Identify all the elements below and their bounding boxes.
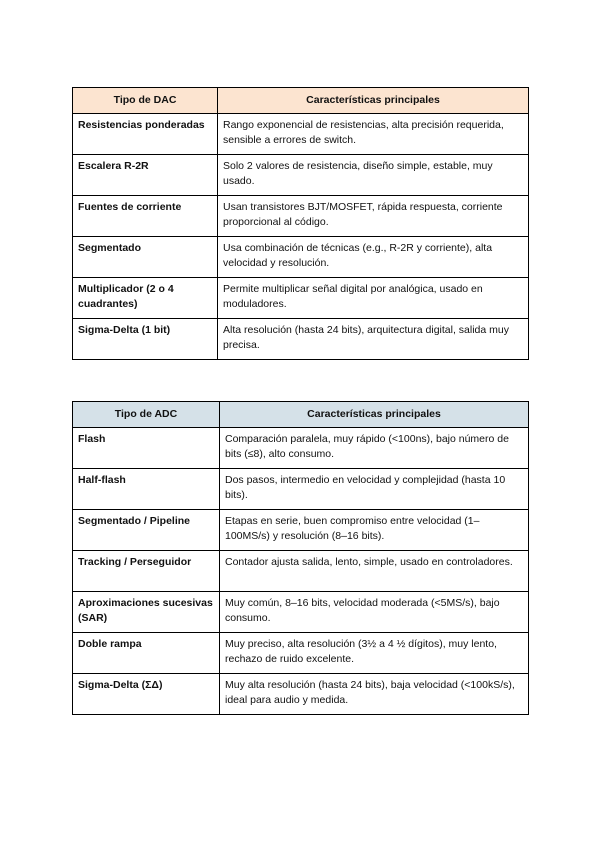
- dac-types-table: [72, 87, 529, 360]
- adc-description-cell: Muy alta resolución (hasta 24 bits), baja velocidad (<100kS/s), ideal para audio y medida.: [220, 674, 529, 715]
- table-row: [73, 551, 529, 592]
- dac-type-cell: Escalera R-2R: [73, 155, 218, 196]
- adc-type-cell: Aproximaciones sucesivas (SAR): [73, 592, 220, 633]
- table-row: [73, 278, 529, 319]
- column-header-type: Tipo de DAC: [73, 88, 218, 114]
- dac-description-cell: Permite multiplicar señal digital por analógica, usado en moduladores.: [218, 278, 529, 319]
- table-header-row: [73, 402, 529, 428]
- table-row: [73, 428, 529, 469]
- table-row: [73, 196, 529, 237]
- adc-description-cell: Muy común, 8–16 bits, velocidad moderada (<5MS/s), bajo consumo.: [220, 592, 529, 633]
- dac-type-cell: Sigma-Delta (1 bit): [73, 319, 218, 360]
- adc-type-cell: Half-flash: [73, 469, 220, 510]
- adc-types-table: [72, 401, 529, 715]
- adc-type-cell: Flash: [73, 428, 220, 469]
- adc-type-cell: Doble rampa: [73, 633, 220, 674]
- adc-type-cell: Tracking / Perseguidor: [73, 551, 220, 592]
- table-row: [73, 155, 529, 196]
- table-row: [73, 633, 529, 674]
- adc-description-cell: Etapas en serie, buen compromiso entre velocidad (1–100MS/s) y resolución (8–16 bits).: [220, 510, 529, 551]
- table-row: [73, 510, 529, 551]
- adc-description-cell: Muy preciso, alta resolución (3½ a 4 ½ dígitos), muy lento, rechazo de ruido excelente.: [220, 633, 529, 674]
- table-row: [73, 319, 529, 360]
- adc-type-cell: Segmentado / Pipeline: [73, 510, 220, 551]
- dac-description-cell: Alta resolución (hasta 24 bits), arquitectura digital, salida muy precisa.: [218, 319, 529, 360]
- table-row: [73, 592, 529, 633]
- adc-description-cell: Contador ajusta salida, lento, simple, usado en controladores.: [220, 551, 529, 592]
- table-row: [73, 237, 529, 278]
- adc-description-cell: Comparación paralela, muy rápido (<100ns), bajo número de bits (≤8), alto consumo.: [220, 428, 529, 469]
- dac-type-cell: Multiplicador (2 o 4 cuadrantes): [73, 278, 218, 319]
- dac-type-cell: Resistencias ponderadas: [73, 114, 218, 155]
- dac-type-cell: Segmentado: [73, 237, 218, 278]
- dac-description-cell: Usa combinación de técnicas (e.g., R-2R y corriente), alta velocidad y resolución.: [218, 237, 529, 278]
- adc-type-cell: Sigma-Delta (ΣΔ): [73, 674, 220, 715]
- table-row: [73, 674, 529, 715]
- dac-type-cell: Fuentes de corriente: [73, 196, 218, 237]
- dac-description-cell: Usan transistores BJT/MOSFET, rápida respuesta, corriente proporcional al código.: [218, 196, 529, 237]
- table-row: [73, 469, 529, 510]
- column-header-characteristics: Características principales: [218, 88, 529, 114]
- adc-description-cell: Dos pasos, intermedio en velocidad y complejidad (hasta 10 bits).: [220, 469, 529, 510]
- column-header-characteristics: Características principales: [220, 402, 529, 428]
- table-row: [73, 114, 529, 155]
- table-header-row: [73, 88, 529, 114]
- dac-description-cell: Solo 2 valores de resistencia, diseño simple, estable, muy usado.: [218, 155, 529, 196]
- column-header-type: Tipo de ADC: [73, 402, 220, 428]
- dac-description-cell: Rango exponencial de resistencias, alta precisión requerida, sensible a errores de switch.: [218, 114, 529, 155]
